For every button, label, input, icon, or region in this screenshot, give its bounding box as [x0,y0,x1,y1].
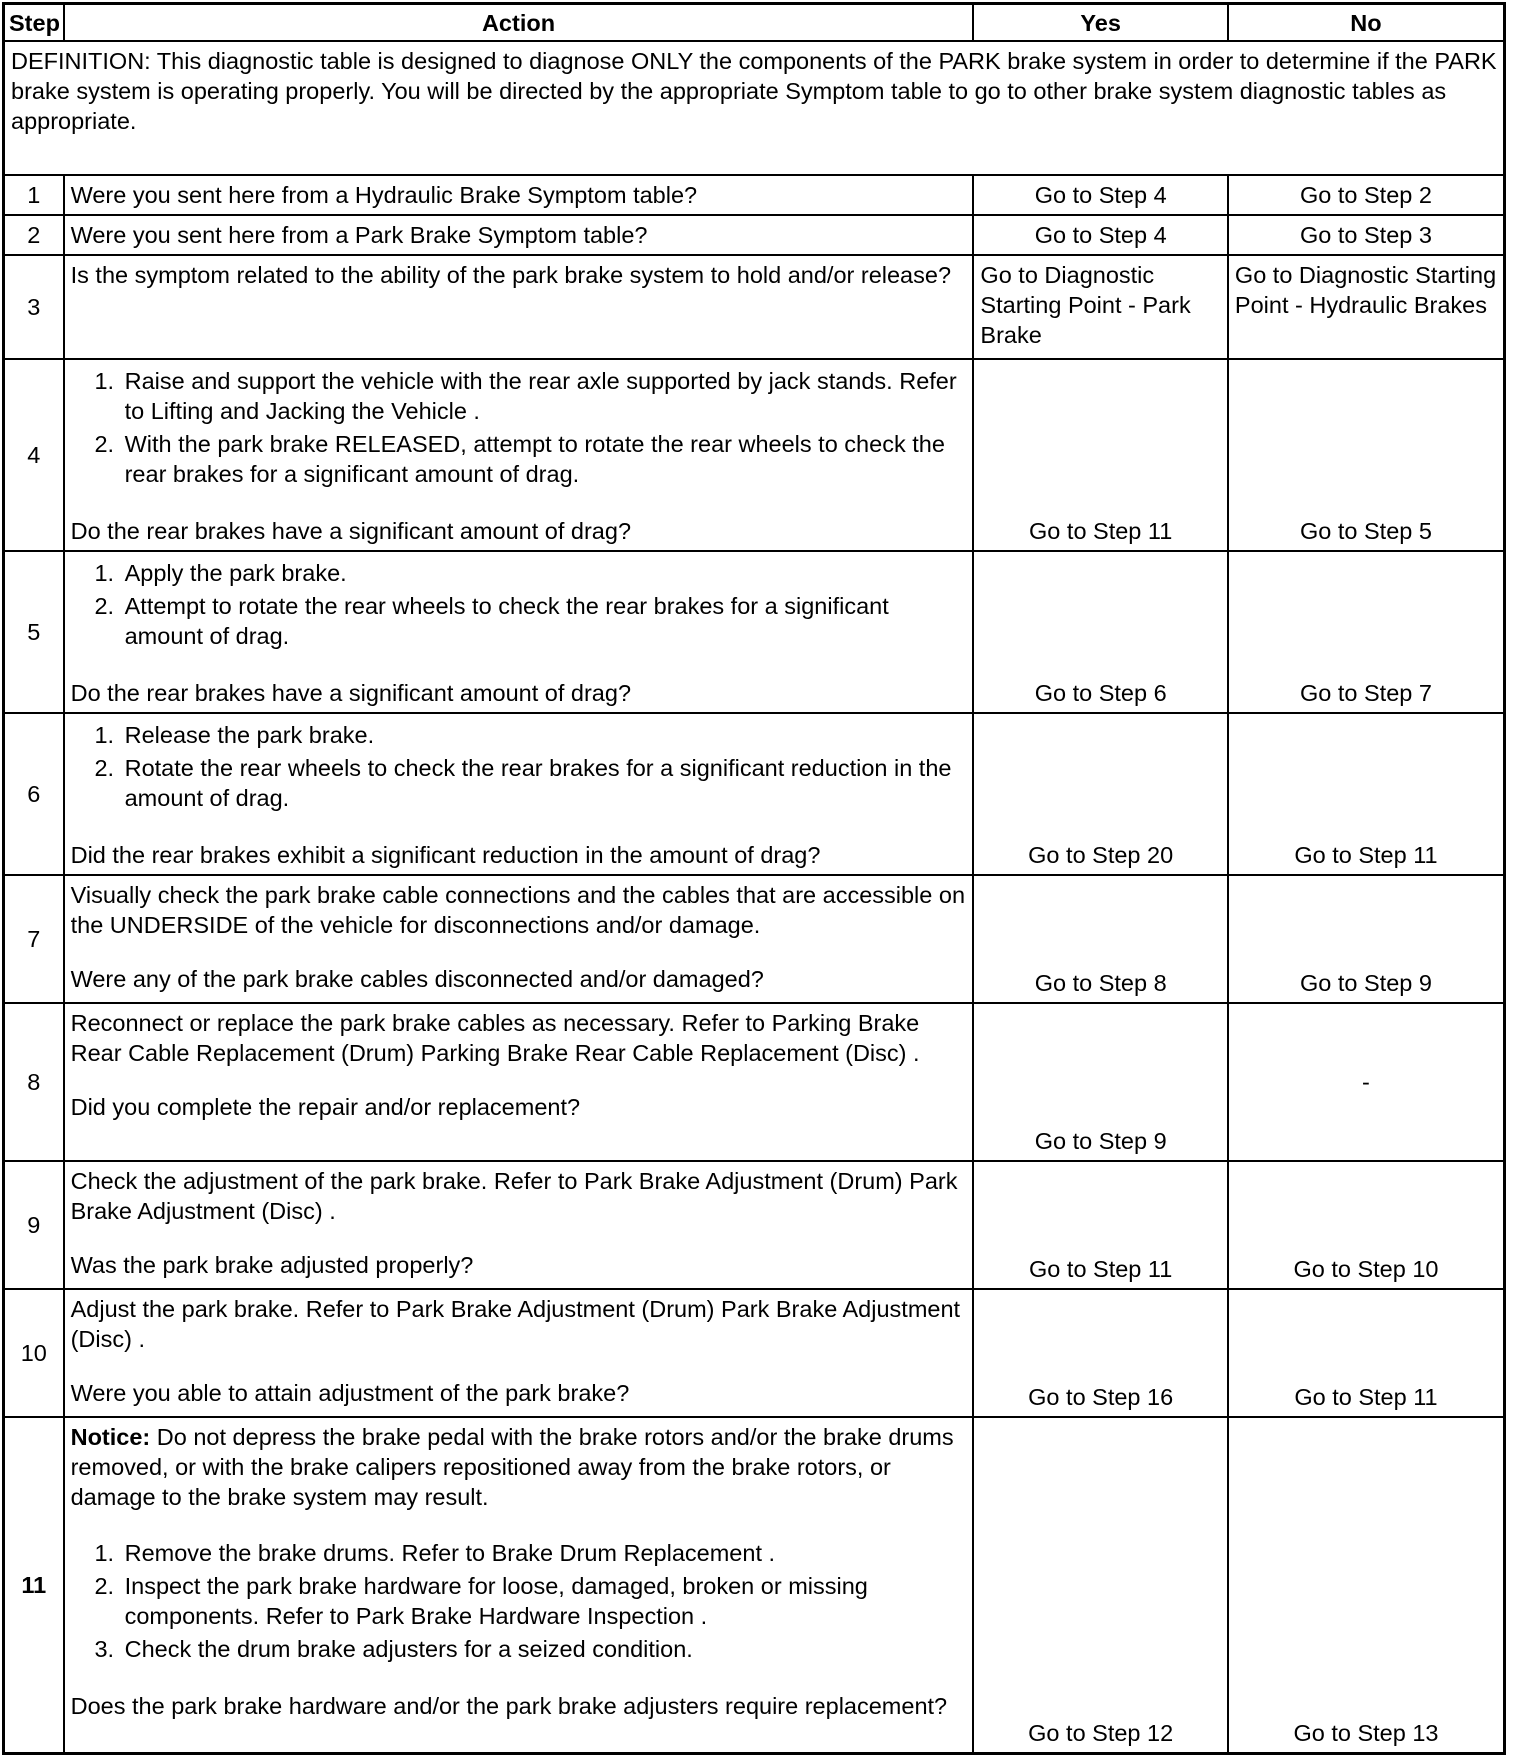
definition-text: DEFINITION: This diagnostic table is designed to diagnose ONLY the components of the PARK brake system in order to determine if the PARK brake system is operating properly. You will be directed by the appropriate Symptom table to go to other brake system diagnostic tables as appropriate. [4,41,1505,175]
no-cell: Go to Step 10 [1228,1161,1505,1289]
list-item: 2. Attempt to rotate the rear wheels to check the rear brakes for a significant amount of drag. [121,591,967,651]
no-cell: Go to Step 5 [1228,359,1505,551]
yes-cell: Go to Step 11 [973,1161,1228,1289]
no-cell: Go to Step 3 [1228,215,1505,255]
procedure-list [71,720,967,813]
step-number: 4 [4,359,64,551]
action-cell [64,359,974,551]
step-number: 10 [4,1289,64,1417]
step-number: 9 [4,1161,64,1289]
yes-cell: Go to Step 9 [973,1003,1228,1161]
header-step: Step [4,4,64,42]
question-text: Do the rear brakes have a significant amount of drag? [70,680,632,706]
step-number: 3 [4,255,64,359]
action-cell [64,875,974,1003]
instruction-text: Adjust the park brake. Refer to Park Brake Adjustment (Drum) Park Brake Adjustment (Disc) . [70,1296,961,1352]
action-cell [64,713,974,875]
list-item: 1. Release the park brake. [121,720,967,750]
action-cell [64,1161,974,1289]
no-cell: - [1228,1003,1505,1161]
procedure-list [71,558,967,651]
question-text: Is the symptom related to the ability of the park brake system to hold and/or release? [70,262,952,288]
step-number: 5 [4,551,64,713]
notice-label: Notice: [70,1424,151,1450]
no-cell: Go to Step 13 [1228,1417,1505,1753]
list-item: 2. With the park brake RELEASED, attempt to rotate the rear wheels to check the rear brakes for a significant amount of drag. [121,429,967,489]
table-row [4,175,1505,215]
instruction-text: Visually check the park brake cable connections and the cables that are accessible on the UNDERSIDE of the vehicle for disconnections and/or damage. [70,882,966,938]
header-row [4,4,1505,42]
table-row [4,1003,1505,1161]
list-item: 1. Raise and support the vehicle with the rear axle supported by jack stands. Refer to Lifting and Jacking the Vehicle . [121,366,967,426]
action-cell [64,255,974,359]
question-text: Did you complete the repair and/or replacement? [70,1094,581,1120]
yes-cell: Go to Step 4 [973,215,1228,255]
table-row [4,875,1505,1003]
action-cell [64,1417,974,1753]
table-row [4,359,1505,551]
action-cell [64,1003,974,1161]
table-row [4,1161,1505,1289]
yes-cell: Go to Diagnostic Starting Point - Park Brake [973,255,1228,359]
notice-text: Do not depress the brake pedal with the brake rotors and/or the brake drums removed, or with the brake calipers repositioned away from the brake rotors, or damage to the brake system may result. [70,1424,954,1510]
yes-cell: Go to Step 4 [973,175,1228,215]
question-text: Do the rear brakes have a significant amount of drag? [70,518,632,544]
step-number: 6 [4,713,64,875]
question-text: Does the park brake hardware and/or the park brake adjusters require replacement? [70,1693,948,1719]
no-cell: Go to Step 7 [1228,551,1505,713]
step-number: 2 [4,215,64,255]
list-item: 1. Apply the park brake. [121,558,967,588]
action-cell [64,175,974,215]
header-action: Action [64,4,974,42]
question-text: Did the rear brakes exhibit a significant reduction in the amount of drag? [70,842,821,868]
yes-cell: Go to Step 6 [973,551,1228,713]
list-item: 2. Rotate the rear wheels to check the rear brakes for a significant reduction in the amount of drag. [121,753,967,813]
action-cell [64,551,974,713]
yes-cell: Go to Step 11 [973,359,1228,551]
procedure-list [71,1538,967,1664]
list-item: 3. Check the drum brake adjusters for a seized condition. [121,1634,967,1664]
table-row [4,255,1505,359]
step-number: 7 [4,875,64,1003]
instruction-text: Check the adjustment of the park brake. Refer to Park Brake Adjustment (Drum) Park Brake Adjustment (Disc) . [70,1168,958,1224]
table-row [4,713,1505,875]
action-cell [64,215,974,255]
yes-cell: Go to Step 8 [973,875,1228,1003]
notice-paragraph [71,1422,967,1512]
yes-cell: Go to Step 20 [973,713,1228,875]
procedure-list [71,366,967,489]
step-number: 11 [4,1417,64,1753]
table-row [4,551,1505,713]
list-item: 1. Remove the brake drums. Refer to Brake Drum Replacement . [121,1538,967,1568]
header-no: No [1228,4,1505,42]
list-item: 2. Inspect the park brake hardware for loose, damaged, broken or missing components. Refer to Park Brake Hardware Inspection . [121,1571,967,1631]
step-number: 1 [4,175,64,215]
question-text: Were you sent here from a Hydraulic Brake Symptom table? [70,182,698,208]
no-cell: Go to Step 9 [1228,875,1505,1003]
diagnostic-table [2,2,1506,1755]
no-cell: Go to Step 2 [1228,175,1505,215]
definition-row [4,41,1505,175]
no-cell: Go to Step 11 [1228,1289,1505,1417]
table-row [4,1289,1505,1417]
header-yes: Yes [973,4,1228,42]
no-cell: Go to Step 11 [1228,713,1505,875]
question-text: Was the park brake adjusted properly? [70,1252,474,1278]
no-cell: Go to Diagnostic Starting Point - Hydraulic Brakes [1228,255,1505,359]
table-row [4,215,1505,255]
table-row [4,1417,1505,1753]
step-number: 8 [4,1003,64,1161]
question-text: Were you able to attain adjustment of the park brake? [70,1380,630,1406]
yes-cell: Go to Step 12 [973,1417,1228,1753]
action-cell [64,1289,974,1417]
question-text: Were any of the park brake cables disconnected and/or damaged? [70,966,764,992]
instruction-text: Reconnect or replace the park brake cables as necessary. Refer to Parking Brake Rear Cable Replacement (Drum) Parking Brake Rear Cable Replacement (Disc) . [70,1010,920,1066]
yes-cell: Go to Step 16 [973,1289,1228,1417]
question-text: Were you sent here from a Park Brake Symptom table? [70,222,648,248]
